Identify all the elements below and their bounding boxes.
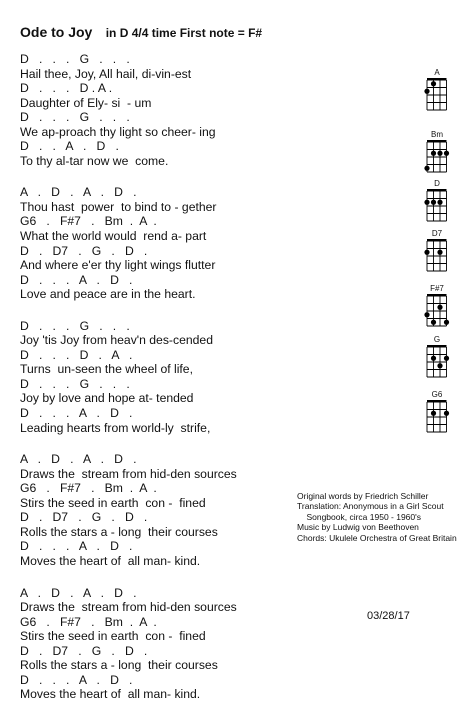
date-stamp: 03/28/17 (367, 610, 410, 622)
chord-line: D . . . A . D . (20, 539, 133, 554)
chord-line: A . D . A . D . (20, 185, 137, 200)
lyric-line: To thy al-tar now we come. (20, 153, 169, 168)
chord-grid (424, 344, 450, 378)
chord-line: G6 . F#7 . Bm . A . (20, 614, 157, 629)
chord-grid (424, 293, 450, 327)
chord-line: D . . . G . . . (20, 318, 130, 333)
chord-grid (424, 238, 450, 272)
finger-dot (431, 356, 436, 361)
chord-line: D . D7 . G . D . (20, 243, 148, 258)
finger-dot (444, 411, 449, 416)
finger-dot (424, 89, 429, 94)
lyric-line: Love and peace are in the heart. (20, 287, 196, 302)
chord-line: A . D . A . D . (20, 585, 137, 600)
chord-diagram (424, 68, 450, 111)
chord-grid (424, 399, 450, 433)
chord-line: D . . A . D . (20, 139, 119, 154)
finger-dot (431, 411, 436, 416)
chord-diagram (424, 229, 450, 272)
chord-diagram-label: A (434, 68, 440, 77)
chord-line: G6 . F#7 . Bm . A . (20, 481, 157, 496)
song-key-info: in D 4/4 time First note = F# (105, 26, 263, 40)
chord-diagram-label: D (434, 179, 440, 188)
finger-dot (424, 312, 429, 317)
chord-diagram-label: G (433, 335, 441, 344)
credit-line: Translation: Anonymous in a Girl Scout (297, 501, 444, 512)
finger-dot (431, 320, 436, 325)
lyric-line: Hail thee, Joy, All hail, di-vin-est (20, 66, 192, 81)
chord-diagram-label: D7 (431, 229, 443, 238)
lyric-line: And where e'er thy light wings flutter (20, 258, 216, 273)
lyric-line: Stirs the seed in earth con - fined (20, 495, 206, 510)
chord-grid (424, 139, 450, 173)
stanza (20, 185, 305, 301)
lyric-line: Moves the heart of all man- kind. (20, 687, 201, 702)
stanza (20, 319, 305, 435)
chord-line: D . . . A . D . (20, 672, 133, 687)
finger-dot (444, 356, 449, 361)
finger-dot (424, 200, 429, 205)
lyric-line: Joy by love and hope at- tended (20, 391, 194, 406)
lyric-line: We ap-proach thy light so cheer- ing (20, 124, 216, 139)
chord-diagram-label: Bm (431, 130, 443, 139)
credit-line: Songbook, circa 1950 - 1960's (297, 511, 422, 522)
chord-diagram (424, 335, 450, 378)
lyric-line: Leading hearts from world-ly strife, (20, 420, 211, 435)
finger-dot (437, 200, 442, 205)
song-title: Ode to Joy (20, 24, 93, 40)
lyrics-sheet (20, 52, 305, 719)
chord-line: D . . . G . . . (20, 376, 130, 391)
stanza (20, 452, 305, 568)
chord-diagram (424, 284, 450, 327)
chord-diagram (424, 179, 450, 222)
lyric-line: Moves the heart of all man- kind. (20, 553, 201, 568)
lyric-line: Joy 'tis Joy from heav'n des-cended (20, 333, 213, 348)
finger-dot (431, 81, 436, 86)
finger-dot (431, 151, 436, 156)
chord-line: D . . . D . A . (20, 347, 133, 362)
chord-grid (424, 188, 450, 222)
chord-line: D . . . G . . . (20, 110, 130, 125)
finger-dot (424, 166, 429, 171)
lyric-line: Draws the stream from hid-den sources (20, 600, 237, 615)
lyric-line: Rolls the stars a - long their courses (20, 658, 218, 673)
chord-diagram (424, 130, 450, 173)
stanza (20, 52, 305, 168)
credit-line: Original words by Friedrich Schiller (297, 491, 429, 501)
chord-diagram-label: G6 (431, 390, 443, 399)
lyric-line: Rolls the stars a - long their courses (20, 524, 218, 539)
chord-line: D . . . D . A . (20, 81, 113, 96)
chord-line: D . . . A . D . (20, 406, 133, 421)
finger-dot (437, 305, 442, 310)
song-title-line (20, 24, 262, 40)
credit-line: Music by Ludwig von Beethoven (297, 522, 419, 533)
chord-line: D . D7 . G . D . (20, 643, 148, 658)
finger-dot (444, 151, 449, 156)
stanza (20, 586, 305, 702)
lyric-line: Daughter of Ely- si - um (20, 95, 152, 110)
finger-dot (431, 200, 436, 205)
finger-dot (437, 151, 442, 156)
credit-line: Chords: Ukulele Orchestra of Great Britain (297, 532, 457, 543)
lyric-line: Stirs the seed in earth con - fined (20, 629, 206, 644)
lyric-line: Turns un-seen the wheel of life, (20, 362, 193, 377)
chord-diagram (424, 390, 450, 433)
lyric-line: Thou hast power to bind to - gether (20, 199, 217, 214)
finger-dot (444, 320, 449, 325)
chord-line: D . D7 . G . D . (20, 510, 148, 525)
chord-line: A . D . A . D . (20, 452, 137, 467)
finger-dot (437, 250, 442, 255)
chord-diagram-label: F#7 (430, 284, 444, 293)
chord-line: D . . . A . D . (20, 272, 133, 287)
lyric-line: Draws the stream from hid-den sources (20, 466, 237, 481)
finger-dot (437, 363, 442, 368)
chord-line: G6 . F#7 . Bm . A . (20, 214, 157, 229)
lyric-line: What the world would rend a- part (20, 229, 207, 244)
chord-grid (424, 77, 450, 111)
chord-line: D . . . G . . . (20, 52, 130, 66)
finger-dot (424, 250, 429, 255)
credits-block (297, 491, 457, 543)
